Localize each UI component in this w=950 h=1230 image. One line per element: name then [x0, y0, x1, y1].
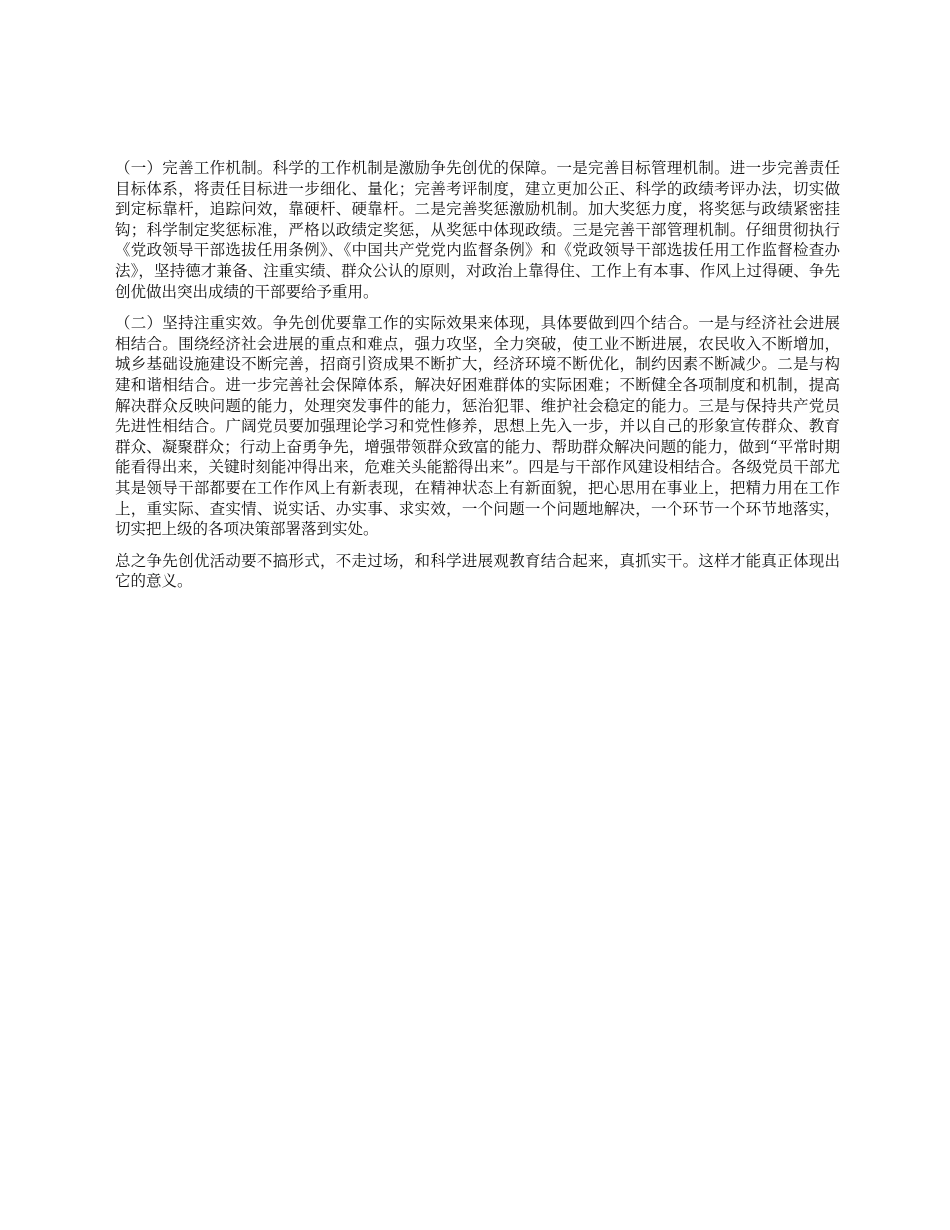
paragraph-practical-results: （二）坚持注重实效。争先创优要靠工作的实际效果来体现，具体要做到四个结合。一是与经济社会进展相结合。围绕经济社会进展的重点和难点，强力攻坚，全力突破，使工业不断进展，农民收入不断增加，城乡基础设施建设不断完善，招商引资成果不断扩大，经济环境不断优化，制约因素不断减少。二是与构建和谐相结合。进一步完善社会保障体系，解决好困难群体的实际困难；不断健全各项制度和机制，提高解决群众反映问题的能力，处理突发事件的能力，惩治犯罪、维护社会稳定的能力。三是与保持共产党员先进性相结合。广阔党员要加强理论学习和党性修养，思想上先入一步，并以自己的形象宣传群众、教育群众、凝聚群众；行动上奋勇争先，增强带领群众致富的能力、帮助群众解决问题的能力，做到“平常时期能看得出来，关键时刻能冲得出来，危难关头能豁得出来”。四是与干部作风建设相结合。各级党员干部尤其是领导干部都要在工作作风上有新表现，在精神状态上有新面貌，把心思用在事业上，把精力用在工作上，重实际、查实情、说实话、办实事、求实效，一个问题一个问题地解决，一个环节一个环节地落实，切实把上级的各项决策部署落到实处。 [115, 314, 840, 539]
document-body [115, 158, 840, 603]
paragraph-work-mechanism: （一）完善工作机制。科学的工作机制是激励争先创优的保障。一是完善目标管理机制。进一步完善责任目标体系，将责任目标进一步细化、量化；完善考评制度，建立更加公正、科学的政绩考评办法，切实做到定标靠杆，追踪问效，靠硬杆、硬靠杆。二是完善奖惩激励机制。加大奖惩力度，将奖惩与政绩紧密挂钩；科学制定奖惩标准，严格以政绩定奖惩，从奖惩中体现政绩。三是完善干部管理机制。仔细贯彻执行《党政领导干部选拔任用条例》、《中国共产党党内监督条例》和《党政领导干部选拔任用工作监督检查办法》，坚持德才兼备、注重实绩、群众公认的原则，对政治上靠得住、工作上有本事、作风上过得硬、争先创优做出突出成绩的干部要给予重用。 [115, 159, 840, 301]
paragraph-conclusion: 总之争先创优活动要不搞形式，不走过场，和科学进展观教育结合起来，真抓实干。这样才能真正体现出它的意义。 [115, 551, 840, 591]
